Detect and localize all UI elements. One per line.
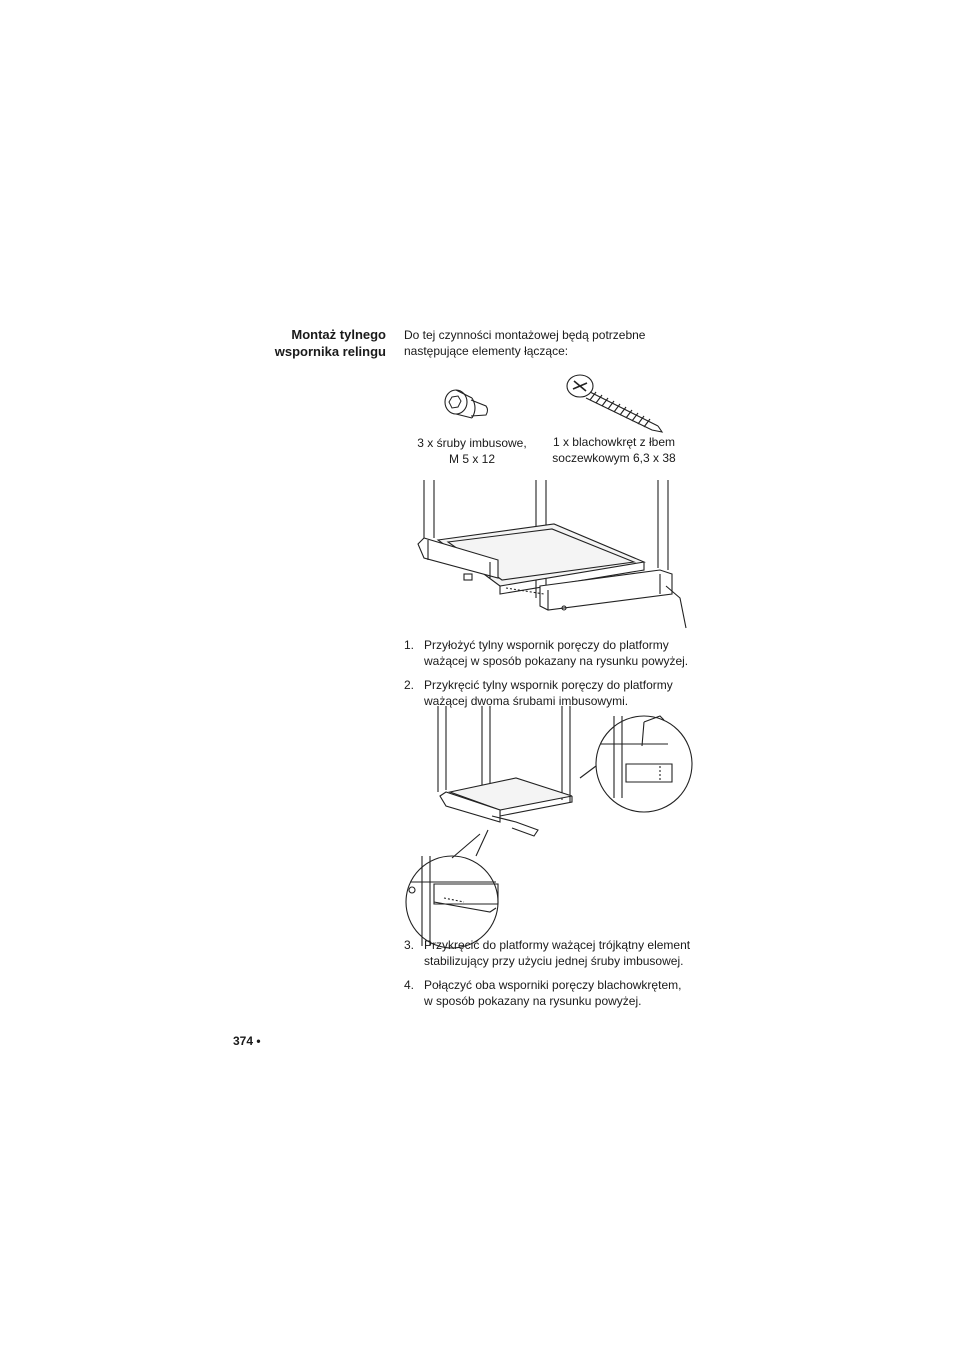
part-caption-line1: 3 x śruby imbusowe, — [417, 436, 527, 450]
part-caption-line2: soczewkowym 6,3 x 38 — [552, 451, 676, 465]
step-line2: ważącej w sposób pokazany na rysunku powyżej. — [424, 654, 689, 668]
step-line2: w sposób pokazany na rysunku powyżej. — [424, 994, 642, 1008]
intro-text — [404, 327, 684, 359]
section-heading-line1: Montaż tylnego — [291, 327, 386, 342]
part-caption-line2: M 5 x 12 — [448, 452, 496, 466]
step-line1: Przyłożyć tylny wspornik poręczy do platformy — [424, 638, 669, 652]
step-number: 1. — [404, 638, 415, 652]
page-number: 374 • — [233, 1034, 261, 1048]
sheet-metal-screw-icon — [562, 370, 672, 434]
step-line1: Przykręcić do platformy ważącej trójkątny element — [424, 938, 691, 952]
steps-list-1 — [404, 637, 694, 717]
step-line1: Przykręcić tylny wspornik poręczy do platformy — [424, 678, 673, 692]
hex-socket-screw-icon — [440, 384, 496, 428]
section-heading — [240, 326, 386, 360]
list-item — [404, 677, 694, 709]
step-number: 2. — [404, 678, 415, 692]
step-number: 3. — [404, 938, 415, 952]
section-heading-line2: wspornika relingu — [274, 344, 386, 359]
step-line1: Połączyć oba wsporniki poręczy blachowkrętem, — [424, 978, 682, 992]
intro-line1: Do tej czynności montażowej będą potrzebne — [404, 328, 646, 342]
part-caption-sheet-screw — [546, 434, 682, 466]
part-caption-line1: 1 x blachowkręt z łbem — [552, 435, 676, 449]
list-item — [404, 637, 694, 669]
stabilizer-mounting-illustration — [404, 706, 694, 962]
list-item — [404, 937, 694, 969]
intro-line2: następujące elementy łączące: — [404, 344, 569, 358]
step-number: 4. — [404, 978, 415, 992]
platform-rear-support-illustration — [414, 480, 704, 630]
part-caption-hex-screw — [410, 435, 534, 467]
steps-list-2 — [404, 937, 694, 1017]
step-line2: ważącej dwoma śrubami imbusowymi. — [424, 694, 629, 708]
list-item — [404, 977, 694, 1009]
step-line2: stabilizujący przy użyciu jednej śruby imbusowej. — [424, 954, 684, 968]
